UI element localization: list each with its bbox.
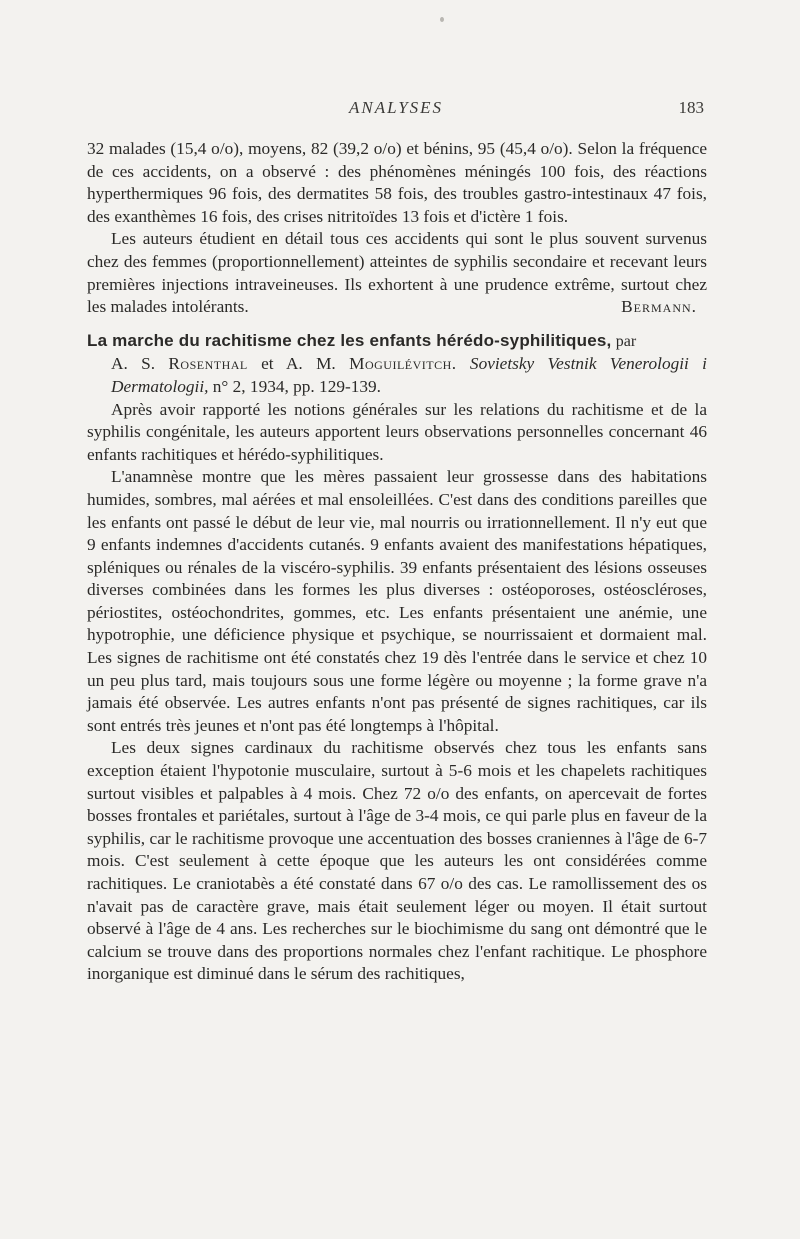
running-head (86, 98, 706, 120)
body-paragraph: Les deux signes cardinaux du rachitisme observés chez tous les enfants sans exception étaient l'hypotonie musculaire, surtout à 5-6 mois et les chapelets rachitiques surtout visibles et palpables à 4 mois. Chez 72 o/o des enfants, on apercevait de fortes bosses frontales et pariétales, surtout à l'âge de 3-4 mois, ce qui parle plus en faveur de la syphilis, car le rachitisme provoque une accentuation des bosses craniennes à l'âge de 6-7 mois. C'est seulement à cette époque que les auteurs les ont considérées comme rachitiques. Le craniotabès a été constaté dans 67 o/o des cas. Le ramollissement des os n'avait pas de caractère grave, mais était seulement léger ou moyen. Il était surtout observé à l'âge de 4 ans. Les recherches sur le biochimisme du sang ont démontré que le calcium se trouve dans des proportions normales chez l'enfant rachitique. Le phosphore inorganique est diminué dans le sérum des rachitiques, (87, 738, 707, 984)
previous-review-paragraph: 32 malades (15,4 o/o), moyens, 82 (39,2 o/o) et bénins, 95 (45,4 o/o). Selon la fréquence de ces accidents, on a observé : des phénomènes méningés 100 fois, des réactions hyperthermiques 96 fois, des dermatites 58 fois, des troubles gastro-intestinaux 47 fois, des exanthèmes 16 fois, des crises nitritoïdes 13 fois et d'ictère 1 fois. (87, 139, 707, 226)
journal-name: Sovietsky Vestnik Venerologii i Dermatologii, (111, 354, 707, 396)
paper-speck (440, 17, 444, 22)
author-conjunction: et (261, 354, 274, 374)
previous-review-paragraph: Les auteurs étudient en détail tous ces accidents qui sont le plus souvent survenus chez des femmes (proportionnellement) atteintes de syphilis secondaire et recevant leurs premières injections intraveineuses. Ils exhortent à une prudence extrême, surtout chez les malades intolérants. (87, 229, 707, 317)
article-title: La marche du rachitisme chez les enfants hérédo-syphilitiques, (87, 330, 612, 350)
article-authors (87, 353, 707, 398)
reviewer-signature: Bermann. (621, 297, 697, 317)
body-paragraph: Après avoir rapporté les notions générales sur les relations du rachitisme et de la syphilis congénitale, les auteurs apportent leurs observations personnelles concernant 46 enfants rachitiques et hérédo-syphilitiques. (87, 399, 707, 464)
body-paragraph: L'anamnèse montre que les mères passaient leur grossesse dans des habitations humides, sombres, mal aérées et mal ensoleillées. C'est dans des conditions pareilles que les enfants ont passé le début de leur vie, mal nourris ou irrationnellement. Il n'y eut que 9 enfants indemnes d'accidents cutanés. 9 enfants avaient des manifestations hépatiques, spléniques ou rénales de la viscéro-syphilis. 39 enfants présentaient des lésions osseuses diverses combinées dans les formes les plus diverses : ostéoporoses, ostéoscléroses, périostites, ostéochondrites, gommes, etc. Les enfants présentaient une anémie, une hypotrophie, une déficience physique et psychique, se nourrissaient et dormaient mal. Les signes de rachitisme ont été constatés chez 19 dès l'entrée dans le service et chez 10 un peu plus tard, mais toujours sous une forme légère ou moyenne ; la forme grave n'a jamais été observée. Les autres enfants n'ont pas présenté de signes rachitiques, car ils sont entrés très jeunes et n'ont pas été longtemps à l'hôpital. (87, 467, 707, 735)
author-2-initials: A. M. (285, 354, 336, 374)
article-heading (87, 330, 707, 399)
author-2-name: Moguilévitch. (349, 354, 457, 374)
journal-citation: n° 2, 1934, pp. 129-139. (212, 376, 381, 396)
author-1-initials: A. S. (111, 354, 156, 374)
article-by: par (615, 332, 637, 350)
page-body (87, 138, 707, 986)
page-number: 183 (678, 98, 704, 117)
author-1-name: Rosenthal (168, 354, 248, 374)
running-head-title: ANALYSES (348, 98, 444, 117)
